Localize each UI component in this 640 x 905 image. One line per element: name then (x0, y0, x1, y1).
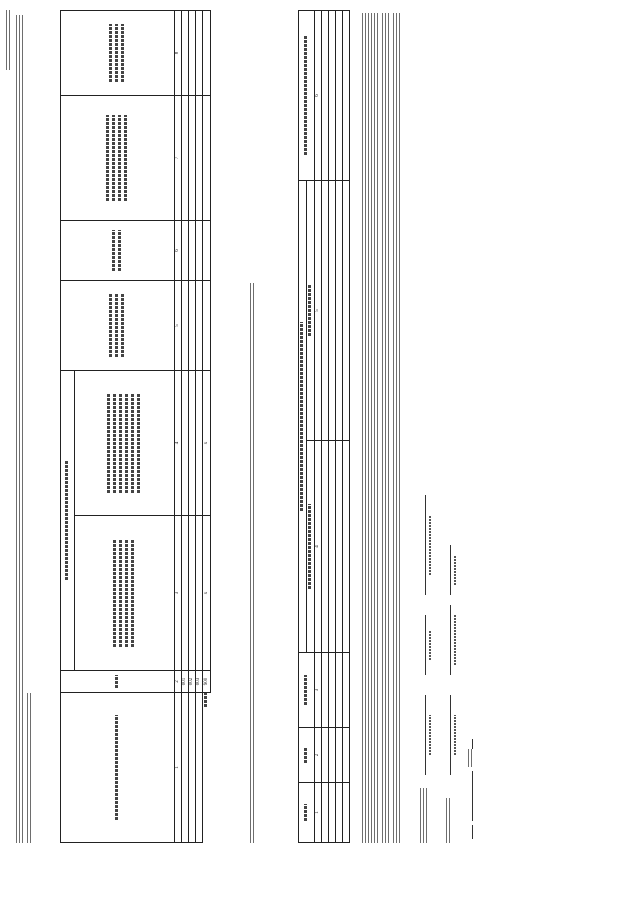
row-code: 900 (203, 671, 211, 693)
executor-name-caption (454, 615, 456, 665)
col-header-expenditure-level (75, 516, 175, 671)
section-3-heading-note (27, 693, 31, 843)
head-position-caption (429, 715, 431, 755)
col-number: 4 (175, 371, 182, 516)
signature-head-label (420, 788, 428, 843)
col-number: 5 (175, 281, 182, 371)
footnote-2 (382, 13, 391, 843)
head-position-line (425, 695, 426, 775)
column-number-row (315, 11, 322, 843)
table-row (189, 11, 196, 843)
col-number: 7 (175, 96, 182, 221)
footnote-3 (393, 13, 402, 843)
col-header-unit-name (307, 441, 315, 653)
executor-name-line (450, 605, 451, 675)
head-name-caption (429, 515, 431, 575)
head-signature-line (425, 615, 426, 675)
table-row (329, 11, 336, 843)
table-row (322, 11, 329, 843)
head-name-line (425, 495, 426, 595)
form-number (6, 10, 11, 70)
section-4-heading (250, 283, 256, 843)
col-number: 2 (315, 728, 322, 783)
row-code: 002 (189, 671, 196, 693)
col-number: 2 (175, 671, 182, 693)
col-header-subsidy-amount (61, 221, 175, 281)
col-number: 3 (315, 653, 322, 728)
total-label (203, 693, 211, 843)
col-header-subject-name (61, 693, 175, 843)
col-header-row-code (61, 671, 175, 693)
col-header-structural-unit (299, 181, 307, 653)
col-header-total-subsidy (61, 281, 175, 371)
column-number-row (175, 11, 182, 843)
col-header-unit-number (307, 181, 315, 441)
col-number: 5 (315, 181, 322, 441)
executor-phone-line (450, 545, 451, 595)
col-header-effective-date (299, 11, 315, 181)
not-applicable-mark: x (203, 516, 211, 671)
not-applicable-mark: x (203, 371, 211, 516)
col-header-cost-estimate (75, 371, 175, 516)
col-header-type (299, 783, 315, 843)
table-row (182, 11, 189, 843)
row-code: 001 (182, 671, 189, 693)
section-3-heading (16, 15, 24, 843)
executor-position-caption (454, 715, 456, 755)
col-header-adjusted-subsidy (61, 11, 175, 96)
row-code: 003 (196, 671, 203, 693)
executor-position-line (450, 695, 451, 775)
col-number: 3 (175, 516, 182, 671)
col-number: 8 (175, 11, 182, 96)
table-row (196, 11, 203, 843)
legal-acts-table (298, 10, 350, 843)
table-row (343, 11, 350, 843)
col-header-correction-factor (61, 96, 175, 221)
total-row (203, 11, 211, 843)
signature-executor-label (446, 798, 450, 843)
date-month-line (472, 771, 473, 821)
col-number: 6 (175, 221, 182, 281)
col-number: 6 (315, 11, 322, 181)
col-header-indicators-group (61, 371, 75, 671)
col-number: 1 (175, 693, 182, 843)
date-year-line (472, 739, 473, 749)
executor-phone-caption (454, 555, 456, 585)
date-year (468, 749, 472, 767)
footnote-1 (362, 13, 380, 843)
date-day-line (472, 825, 473, 839)
col-header-number (299, 653, 315, 728)
table-row (336, 11, 343, 843)
subsidy-distribution-table (60, 10, 211, 843)
head-signature-caption (429, 630, 431, 660)
col-number: 4 (315, 441, 322, 653)
col-number: 1 (315, 783, 322, 843)
col-header-date (299, 728, 315, 783)
